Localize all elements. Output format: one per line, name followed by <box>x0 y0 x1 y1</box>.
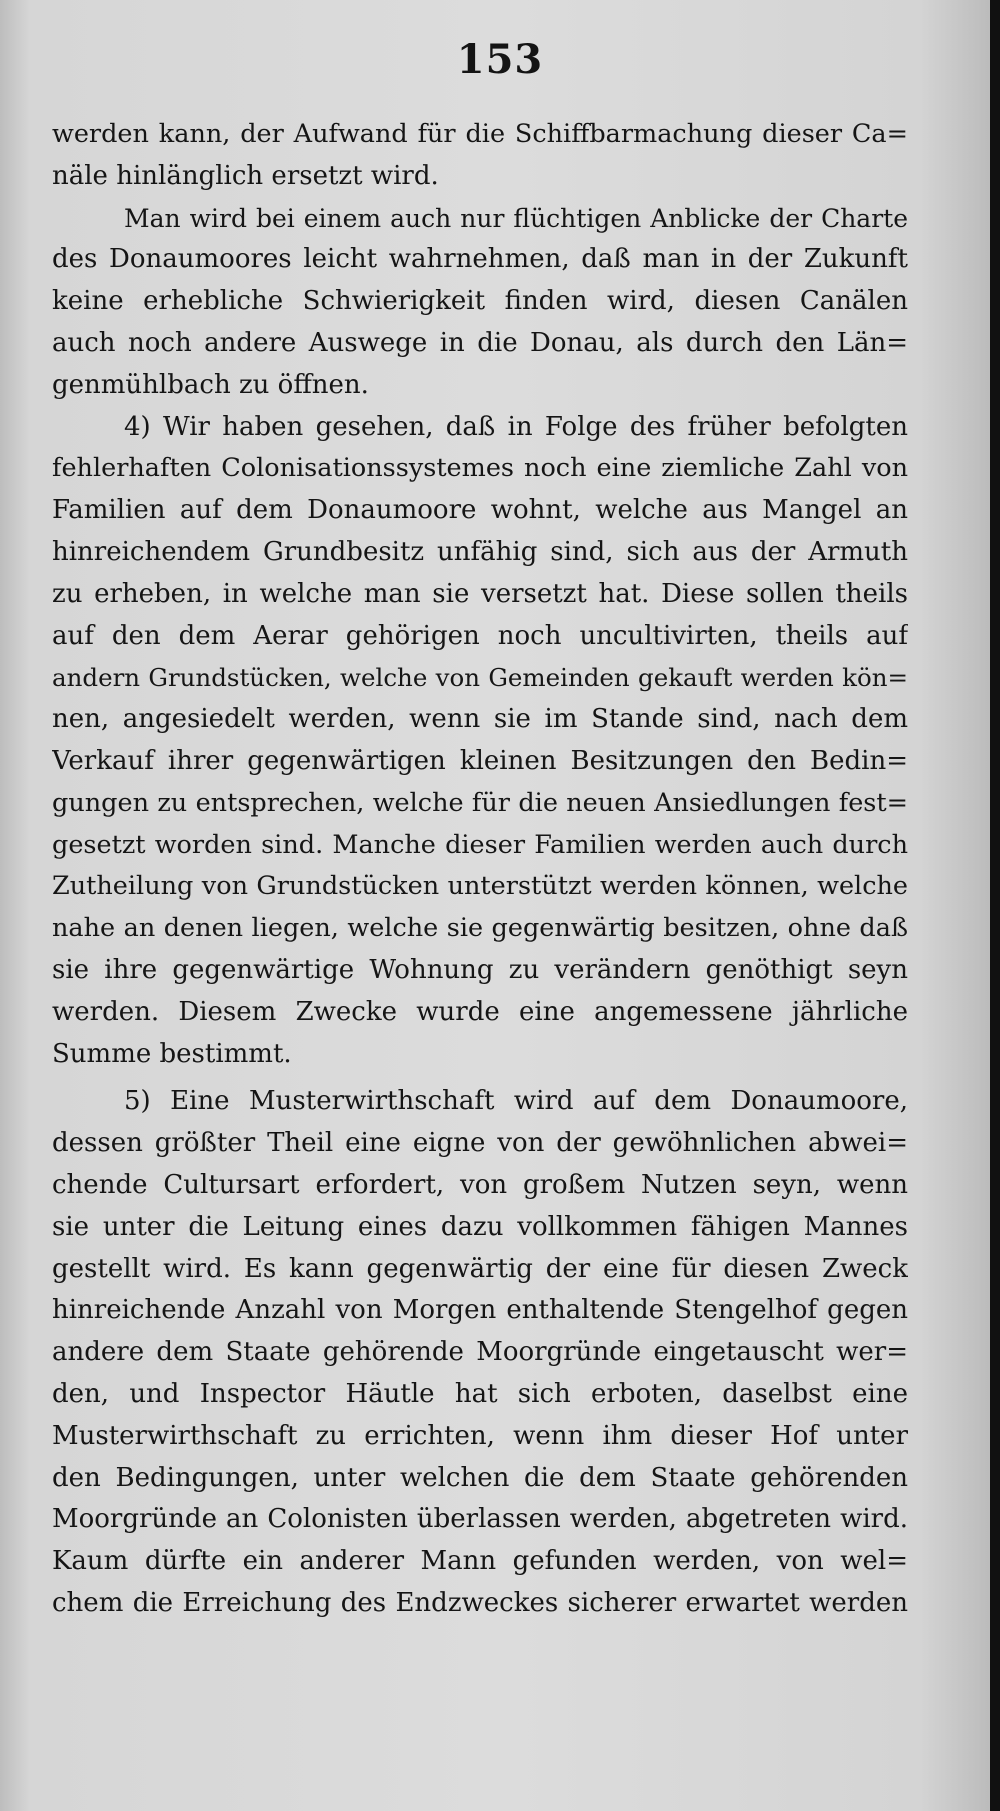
paragraph <box>52 407 908 1076</box>
text-line: nen, angesiedelt werden, wenn sie im Stande sind, nach dem <box>52 704 908 735</box>
text-line: sie ihre gegenwärtige Wohnung zu verändern genöthigt seyn <box>52 954 908 985</box>
text-line: Moorgründe an Colonisten überlassen werden, abgetreten wird. <box>52 1504 908 1535</box>
text-line: andern Grundstücken, welche von Gemeinden gekauft werden kön= <box>52 663 908 693</box>
text-line: keine erhebliche Schwierigkeit finden wird, diesen Canälen <box>52 286 908 317</box>
text-line: 4) Wir haben gesehen, daß in Folge des früher befolgten <box>124 411 908 442</box>
text-line: Familien auf dem Donaumoore wohnt, welche aus Mangel an <box>52 495 908 526</box>
text-line: Verkauf ihrer gegenwärtigen kleinen Besitzungen den Bedin= <box>52 745 908 776</box>
text-line: den Bedingungen, unter welchen die dem Staate gehörenden <box>52 1462 908 1493</box>
text-line: gungen zu entsprechen, welche für die neuen Ansiedlungen fest= <box>52 787 908 818</box>
text-line: dessen größter Theil eine eigne von der gewöhnlichen abwei= <box>52 1128 908 1159</box>
text-line: gesetzt worden sind. Manche dieser Familien werden auch durch <box>52 829 908 860</box>
text-line: fehlerhaften Colonisationssystemes noch eine ziemliche Zahl von <box>52 453 908 484</box>
paragraph <box>52 198 908 407</box>
text-line: hinreichendem Grundbesitz unfähig sind, sich aus der Armuth <box>52 536 908 567</box>
page-edge-shadow <box>990 0 1000 1811</box>
text-line: Musterwirthschaft zu errichten, wenn ihm dieser Hof unter <box>52 1420 908 1451</box>
text-line: genmühlbach zu öffnen. <box>52 369 369 400</box>
text-line: näle hinlänglich ersetzt wird. <box>52 160 439 191</box>
text-line: werden. Diesem Zwecke wurde eine angemessene jährliche <box>52 996 908 1027</box>
text-line: chem die Erreichung des Endzweckes sicherer erwartet werden <box>52 1587 908 1618</box>
text-line: gestellt wird. Es kann gegenwärtig der eine für diesen Zweck <box>52 1253 908 1284</box>
paragraph <box>52 114 908 198</box>
text-line: Summe bestimmt. <box>52 1038 292 1069</box>
text-line: Kaum dürfte ein anderer Mann gefunden werden, von wel= <box>52 1546 908 1577</box>
text-line: Man wird bei einem auch nur flüchtigen Anblicke der Charte <box>124 203 908 233</box>
text-line: 5) Eine Musterwirthschaft wird auf dem Donaumoore, <box>124 1086 908 1117</box>
paragraph <box>52 1081 908 1624</box>
page-number: 153 <box>456 36 544 83</box>
text-line: hinreichende Anzahl von Morgen enthaltende Stengelhof gegen <box>52 1295 908 1326</box>
body-text <box>52 114 908 1625</box>
text-line: nahe an denen liegen, welche sie gegenwärtig besitzen, ohne daß <box>52 913 908 944</box>
text-line: des Donaumoores leicht wahrnehmen, daß man in der Zukunft <box>52 244 908 275</box>
text-line: chende Cultursart erfordert, von großem Nutzen seyn, wenn <box>52 1169 908 1200</box>
text-line: andere dem Staate gehörende Moorgründe eingetauscht wer= <box>52 1337 908 1368</box>
text-line: auch noch andere Auswege in die Donau, als durch den Län= <box>52 327 908 358</box>
text-line: zu erheben, in welche man sie versetzt hat. Diese sollen theils <box>52 578 908 609</box>
text-line: werden kann, der Aufwand für die Schiffbarmachung dieser Ca= <box>52 119 908 149</box>
text-line: sie unter die Leitung eines dazu vollkommen fähigen Mannes <box>52 1211 908 1242</box>
text-line: Zutheilung von Grundstücken unterstützt werden können, welche <box>52 871 908 902</box>
text-line: auf den dem Aerar gehörigen noch uncultivirten, theils auf <box>52 620 908 651</box>
text-line: den, und Inspector Häutle hat sich erboten, daselbst eine <box>52 1378 908 1409</box>
